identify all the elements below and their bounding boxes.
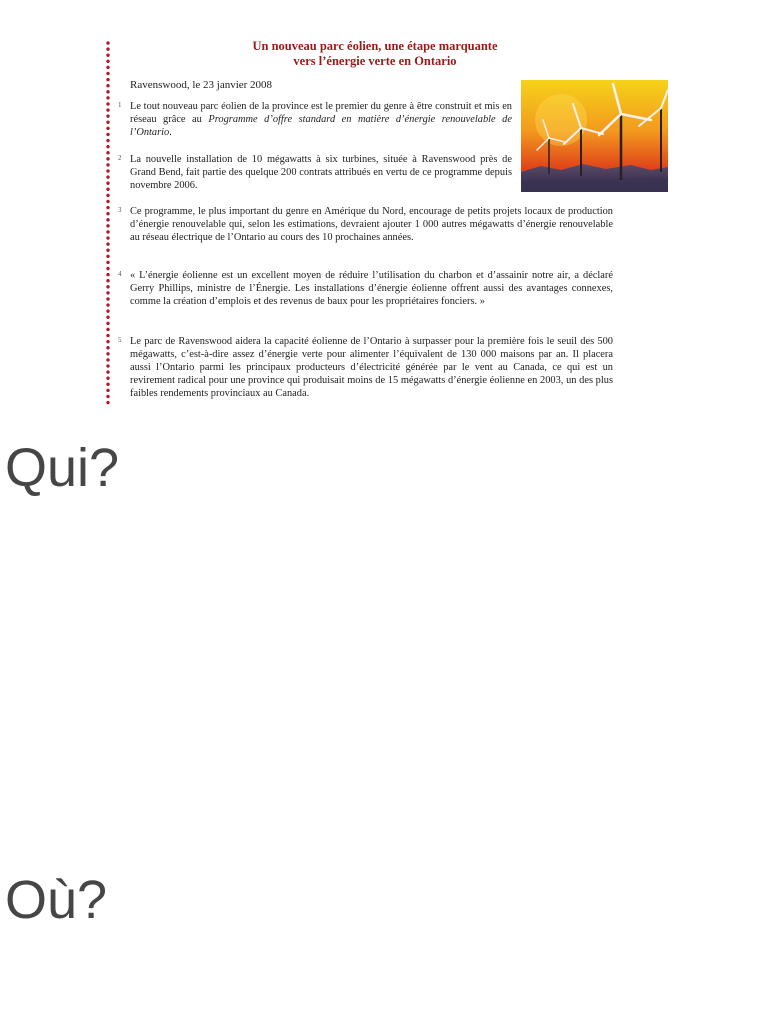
paragraph-number: 4 — [118, 270, 122, 278]
question-who: Qui? — [5, 438, 120, 498]
dotted-margin-border — [104, 40, 112, 406]
paragraph-number: 3 — [118, 206, 122, 214]
title-line-1: Un nouveau parc éolien, une étape marquante — [252, 39, 498, 53]
paragraph-number: 5 — [118, 336, 122, 344]
article-clipping — [100, 34, 670, 406]
paragraph-number: 1 — [118, 101, 122, 109]
paragraph-2 — [118, 153, 512, 192]
paragraph-number: 2 — [118, 154, 122, 162]
question-where: Où? — [5, 870, 108, 930]
paragraph-1 — [118, 100, 512, 139]
wind-turbines-photo — [521, 80, 668, 192]
paragraph-5 — [118, 335, 613, 400]
title-line-2: vers l’énergie verte en Ontario — [293, 54, 457, 68]
program-name-italic: Programme d’offre standard en matière d’énergie renouvelable de l’Ontario — [130, 114, 512, 139]
dateline: Ravenswood, le 23 janvier 2008 — [130, 79, 273, 91]
paragraph-text: « L’énergie éolienne est un excellent moyen de réduire l’utilisation du charbon et d’assainir notre air, a déclaré Gerry Phillips, ministre de l’Énergie. Les installations d’énergie éolienne offrent aussi des avantages connexes, comme la création d’emplois et des revenus de baux pour les propriétaires fonciers. » — [130, 270, 613, 308]
paragraph-text-end: . — [169, 127, 172, 139]
article-title — [120, 39, 630, 69]
paragraph-text: Ce programme, le plus important du genre en Amérique du Nord, encourage de petits projets locaux de production d’énergie renouvelable qui, selon les estimations, devraient ajouter 1 000 autres mégawatts d’énergie renouvelable au réseau électrique de l’Ontario au cours des 10 prochaines années. — [130, 206, 613, 244]
paragraph-4 — [118, 269, 613, 308]
paragraph-3 — [118, 205, 613, 244]
paragraph-text: Le parc de Ravenswood aidera la capacité éolienne de l’Ontario à surpasser pour la première fois le seuil des 500 mégawatts, c’est-à-dire assez d’énergie verte pour alimenter l’équivalent de 130 000 maisons par an. Il placera aussi l’Ontario parmi les principaux producteurs d’électricité générée par le vent au Canada, ce qui est un revirement radical pour une province qui produisait moins de 15 mégawatts d’énergie éolienne en 2003, un des plus faibles rendements provinciaux au Canada. — [130, 336, 613, 400]
paragraph-text: Le tout nouveau parc éolien de la province est le premier du genre à être construit et mis en réseau grâce au — [130, 101, 512, 126]
wind-turbines-icon — [521, 80, 668, 192]
paragraph-text: La nouvelle installation de 10 mégawatts à six turbines, située à Ravenswood près de Grand Bend, fait partie des quelque 200 contrats attribués en vertu de ce programme depuis novembre 2006. — [130, 154, 512, 192]
